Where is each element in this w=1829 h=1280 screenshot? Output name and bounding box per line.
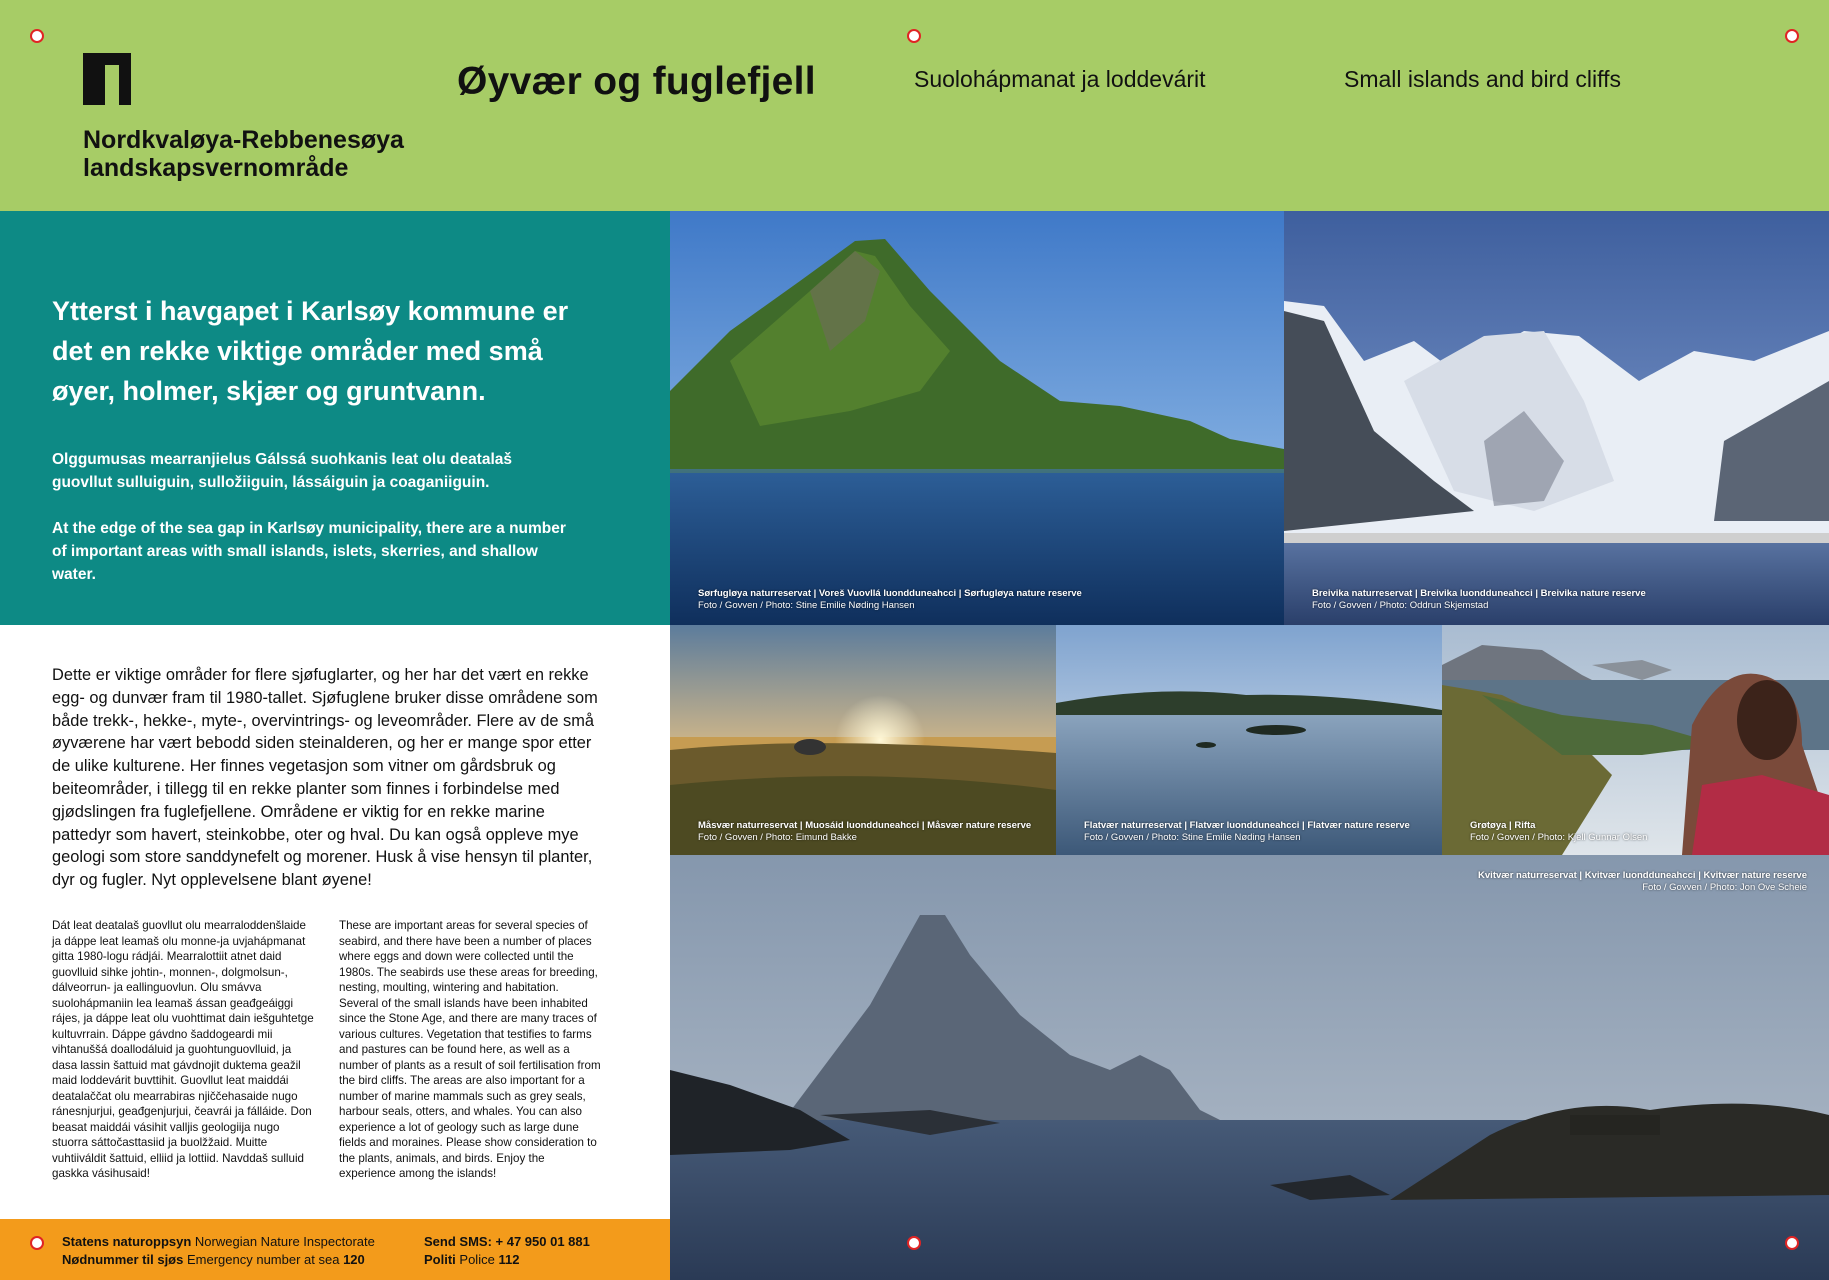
body-sami: Dát leat deatalaš guovllut olu mearraloddenšlaide ja dáppe leat leamaš olu monne-ja uvjahápmanat gitta 1980-logu rádjái. Mearralottiit atnet daid guovlluid sihke johtin-, monnen-, dolgmolsun-, dálveorrun- ja eallinguovlun. Olu smávva suolohápmaniin lea leamaš ássan geađgeáiggi rájes, ja dáppe leat olu vuohttimat dain iešguhtetge kultuvrrain. Dáppe gávdno šaddogeardi mii vihtanuššá doallodáluid ja guohtunguovlluid, ja dasa lassin šattuid mat gávdnojit duktema geažil maid loddevárit buvttihit. Guovllut leat maiddái deatalaččat olu mearrabiras njiččehasaide nugo ránesnjurjui, geađgenjurjui, čeavrái ja fálláide. Don beasat maiddái vásihit valljis geologiija nugo stuorra sáttočasttasiid ja buolžžaid. Muitte vuhtiiváldit šattuid, elliid ja lottiid. Navddaš sulluid gaskka vásihusaid!	[52, 919, 314, 1180]
photo-caption: Sørfugløya naturreservat | Voreš Vuovllá luondduneahcci | Sørfugløya nature reserve Foto / Govven / Photo: Stine Emilie Nøding Hansen	[698, 588, 1082, 611]
footer-sms: Send SMS: + 47 950 01 881	[424, 1234, 590, 1249]
mounting-hole-icon	[907, 29, 921, 43]
mounting-hole-icon	[1785, 1236, 1799, 1250]
footer-org: Statens naturoppsyn Norwegian Nature Inspectorate	[62, 1234, 375, 1249]
body-english: These are important areas for several species of seabird, and there have been a number of places where eggs and down were collected until the 1980s. The seabirds use these areas for breeding, nesting, moulting, wintering and habitation. Several of the small islands have been inhabited since the Stone Age, and there are many traces of various cultures. Vegetation that testifies to farms and pastures can be found here, as well as a number of plants as a result of soil fertilisation from the bird cliffs. The areas are also important for a number of marine mammals such as grey seals, harbour seals, otters, and whales. You can also experience a lot of geology such as large dune fields and moraines. Please show consideration to the plants, animals, and birds. Enjoy the experience among the islands!	[339, 919, 601, 1180]
footer-band	[0, 1219, 670, 1280]
photo-masvaer	[670, 625, 1056, 855]
body-norwegian: Dette er viktige områder for flere sjøfuglarter, og her har det vært en rekke egg- og dunvær fram til 1980-tallet. Sjøfuglene bruker disse områdene som både trekk-, hekke-, myte-, overvintrings- og leveområder. Flere av de små øyværene har vært bebodd siden steinalderen, og her er mange spor etter de ulike kulturene. Her finnes vegetasjon som vitner om gårdsbruk og beiteområder, i tillegg til en rekke planter som finnes i forbindelse med gjødslingen fra fuglefjellene. Områdene er viktig for en rekke marine pattedyr som havert, steinkobbe, oter og hval. Du kan også oppleve mye geologi som store sanddynefelt og morener. Husk å vise hensyn til planter, dyr og fugler. Nyt opplevelsene blant øyene!	[52, 666, 598, 890]
logo-icon	[83, 53, 131, 105]
photo-caption: Breivika naturreservat | Breivika luondduneahcci | Breivika nature reserve Foto / Govven / Photo: Oddrun Skjemstad	[1312, 588, 1646, 611]
mounting-hole-icon	[1785, 29, 1799, 43]
intro-sami: Olggumusas mearranjielus Gálssá suohkanis leat olu deatalaš guovllut sulluiguin, sulložiiguin, lássáiguin ja coaganiiguin.	[52, 451, 513, 491]
area-name-line1: Nordkvaløya-Rebbenesøya	[83, 126, 404, 154]
mounting-hole-icon	[907, 1236, 921, 1250]
mounting-hole-icon	[30, 1236, 44, 1250]
footer-police: Politi Police 112	[424, 1252, 520, 1267]
title-english: Small islands and bird cliffs	[1344, 66, 1621, 92]
photo-flatvaer	[1056, 625, 1442, 855]
footer-emergency: Nødnummer til sjøs Emergency number at sea 120	[62, 1252, 365, 1267]
mounting-hole-icon	[30, 29, 44, 43]
photo-caption: Grøtøya | Rifta Foto / Govven / Photo: Kjell Gunnar Olsen	[1470, 820, 1648, 843]
photo-breivika	[1284, 211, 1829, 625]
photo-caption: Kvitvær naturreservat | Kvitvær luondduneahcci | Kvitvær nature reserve Foto / Govven / Photo: Jon Ove Scheie	[1478, 870, 1807, 893]
area-name	[83, 126, 404, 182]
photo-caption: Måsvær naturreservat | Muosáid luondduneahcci | Måsvær nature reserve Foto / Govven / Photo: Eimund Bakke	[698, 820, 1032, 843]
photo-sorfugloya	[670, 211, 1284, 625]
area-name-line2: landskapsvernområde	[83, 154, 349, 182]
intro-lead: Ytterst i havgapet i Karlsøy kommune er det en rekke viktige områder med små øyer, holmer, skjær og gruntvann.	[52, 296, 569, 406]
photo-kvitvaer	[670, 855, 1829, 1280]
title-norwegian: Øyvær og fuglefjell	[457, 60, 816, 103]
intro-english: At the edge of the sea gap in Karlsøy municipality, there are a number of important areas with small islands, islets, skerries, and shallow water.	[52, 520, 566, 583]
photo-caption: Flatvær naturreservat | Flatvær luondduneahcci | Flatvær nature reserve Foto / Govven / Photo: Stine Emilie Nøding Hansen	[1084, 820, 1410, 843]
title-sami: Suolohápmanat ja loddevárit	[914, 66, 1206, 92]
photo-grotoya	[1442, 625, 1829, 855]
